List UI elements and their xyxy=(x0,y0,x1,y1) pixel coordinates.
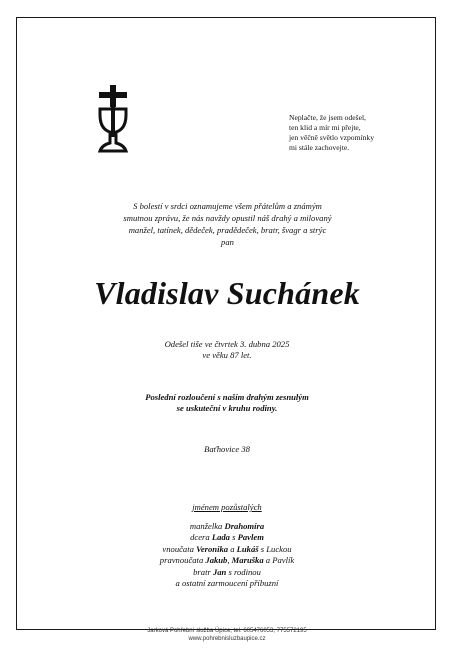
verse-line: mi stále zachovejte. xyxy=(289,143,350,152)
address: Baťhovice 38 xyxy=(204,444,250,454)
announcement-line: smutnou zprávu, že nás navždy opustil náš drahý a milovaný xyxy=(123,213,332,223)
mourner-line: dcera Lada s Pavlem xyxy=(190,532,264,543)
funeral-line: Poslední rozloučení s naším drahým zesnulým xyxy=(145,392,309,402)
announcement-text xyxy=(90,200,365,248)
mourners-list xyxy=(60,521,394,589)
death-date-line: Odešel tiše ve čtvrtek 3. dubna 2025 xyxy=(164,339,290,349)
on-behalf-heading xyxy=(100,502,354,513)
mourner-line: manželka Drahomíra xyxy=(189,521,265,531)
announcement-line: pan xyxy=(221,237,234,247)
deceased-name: Vladislav Suchánek xyxy=(94,275,360,311)
on-behalf-label: jménem pozůstalých xyxy=(192,502,262,512)
mourner-line: bratr Jan s rodinou xyxy=(193,566,261,577)
mourner-line: vnoučata Veronika a Lukáš s Luckou xyxy=(162,543,292,554)
footer-contact: Jarková Pohřební služba Úpice, tel. 605476053, 775572195 xyxy=(147,628,307,634)
funeral-line: se uskuteční v kruhu rodiny. xyxy=(176,403,278,413)
death-info xyxy=(100,339,354,361)
funeral-service-footer xyxy=(60,627,394,643)
verse-line: Neplačte, že jsem odešel, xyxy=(289,113,366,122)
mourner-line: a ostatní zarmoucení příbuzní xyxy=(175,578,279,589)
mourner-line: pravnoučata Jakub, Maruška a Pavlík xyxy=(159,555,295,566)
verse-line: jen věčně světlo vzpomínky xyxy=(289,133,374,142)
age-line: ve věku 87 let. xyxy=(202,350,252,360)
cross-chalice-icon xyxy=(96,85,130,157)
memorial-verse xyxy=(289,113,409,153)
announcement-line: S bolestí v srdci oznamujeme všem přátelům a známým xyxy=(133,201,322,211)
footer-website: www.pohrebnisluzbaupice.cz xyxy=(188,636,266,642)
verse-line: ten klid a mír mi přejte, xyxy=(289,123,361,132)
funeral-info xyxy=(100,392,354,414)
announcement-line: manžel, tatínek, dědeček, pradědeček, bratr, švagr a strýc xyxy=(128,225,327,235)
